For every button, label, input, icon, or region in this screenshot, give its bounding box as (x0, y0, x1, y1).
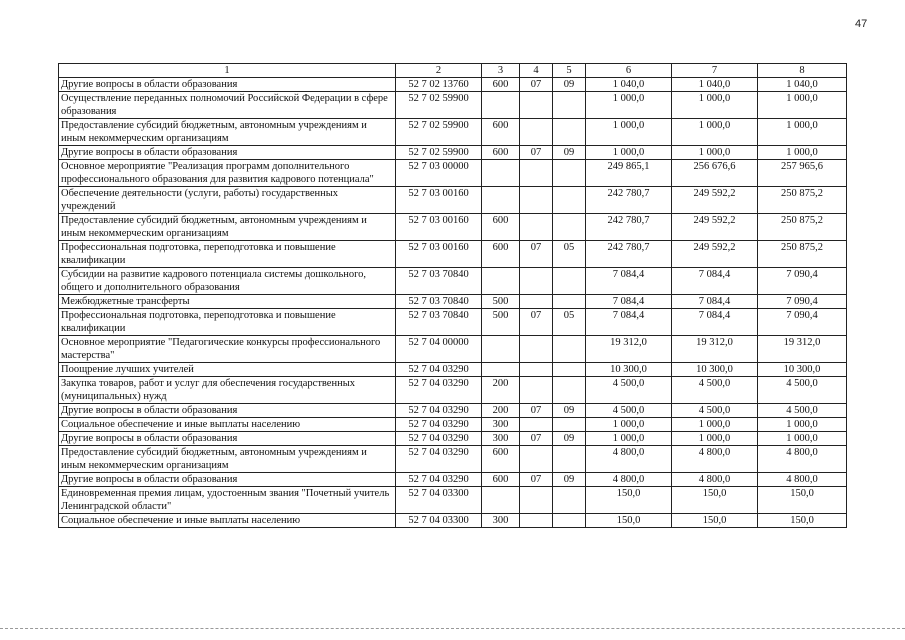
row-code-cell: 52 7 03 00160 (396, 214, 482, 241)
row-vr-cell: 200 (482, 377, 520, 404)
row-rz-cell (520, 487, 553, 514)
row-vr-cell (482, 92, 520, 119)
row-rz-cell (520, 160, 553, 187)
row-code-cell: 52 7 04 03290 (396, 418, 482, 432)
row-name-cell: Социальное обеспечение и иные выплаты населению (59, 418, 396, 432)
table-row (59, 119, 847, 146)
row-code-cell: 52 7 03 70840 (396, 268, 482, 295)
row-value-3-cell: 150,0 (758, 487, 847, 514)
table-row (59, 418, 847, 432)
row-code-cell: 52 7 04 03290 (396, 432, 482, 446)
row-pr-cell (553, 377, 586, 404)
row-name-cell: Поощрение лучших учителей (59, 363, 396, 377)
row-code-cell: 52 7 03 70840 (396, 295, 482, 309)
row-code-cell: 52 7 04 03290 (396, 473, 482, 487)
row-code-cell: 52 7 03 00160 (396, 241, 482, 268)
row-value-2-cell: 1 000,0 (672, 146, 758, 160)
row-value-2-cell: 1 000,0 (672, 432, 758, 446)
row-value-1-cell: 7 084,4 (586, 309, 672, 336)
row-code-cell: 52 7 04 03290 (396, 377, 482, 404)
row-code-cell: 52 7 03 00160 (396, 187, 482, 214)
table-row (59, 309, 847, 336)
row-code-cell: 52 7 02 59900 (396, 119, 482, 146)
row-rz-cell: 07 (520, 78, 553, 92)
row-pr-cell (553, 92, 586, 119)
row-name-cell: Предоставление субсидий бюджетным, автономным учреждениям и иным некоммерческим организациям (59, 214, 396, 241)
row-vr-cell (482, 336, 520, 363)
row-pr-cell (553, 514, 586, 528)
row-pr-cell (553, 446, 586, 473)
row-rz-cell (520, 363, 553, 377)
table-row (59, 514, 847, 528)
row-value-1-cell: 1 040,0 (586, 78, 672, 92)
row-value-2-cell: 256 676,6 (672, 160, 758, 187)
table-row (59, 404, 847, 418)
row-pr-cell: 09 (553, 432, 586, 446)
row-pr-cell (553, 295, 586, 309)
row-pr-cell: 09 (553, 473, 586, 487)
row-value-2-cell: 7 084,4 (672, 268, 758, 295)
row-rz-cell (520, 336, 553, 363)
table-row (59, 92, 847, 119)
row-name-cell: Другие вопросы в области образования (59, 432, 396, 446)
row-value-2-cell: 1 040,0 (672, 78, 758, 92)
page-bottom-rule (0, 628, 905, 629)
row-pr-cell (553, 160, 586, 187)
row-rz-cell: 07 (520, 146, 553, 160)
row-rz-cell (520, 377, 553, 404)
row-value-2-cell: 7 084,4 (672, 309, 758, 336)
row-vr-cell: 300 (482, 514, 520, 528)
row-value-2-cell: 4 500,0 (672, 377, 758, 404)
row-vr-cell (482, 160, 520, 187)
row-rz-cell (520, 514, 553, 528)
row-name-cell: Предоставление субсидий бюджетным, автономным учреждениям и иным некоммерческим организациям (59, 446, 396, 473)
row-pr-cell: 09 (553, 404, 586, 418)
table-row (59, 336, 847, 363)
table-row (59, 487, 847, 514)
row-pr-cell (553, 336, 586, 363)
table-row (59, 363, 847, 377)
row-value-2-cell: 249 592,2 (672, 241, 758, 268)
row-name-cell: Другие вопросы в области образования (59, 146, 396, 160)
page-number: 47 (855, 18, 868, 30)
row-name-cell: Другие вопросы в области образования (59, 404, 396, 418)
row-name-cell: Основное мероприятие "Педагогические конкурсы профессионального мастерства" (59, 336, 396, 363)
row-value-2-cell: 1 000,0 (672, 92, 758, 119)
row-value-1-cell: 242 780,7 (586, 241, 672, 268)
row-value-3-cell: 4 800,0 (758, 446, 847, 473)
row-value-3-cell: 10 300,0 (758, 363, 847, 377)
row-rz-cell (520, 187, 553, 214)
header-cell-5: 5 (553, 64, 586, 78)
row-value-2-cell: 249 592,2 (672, 214, 758, 241)
row-name-cell: Социальное обеспечение и иные выплаты населению (59, 514, 396, 528)
row-rz-cell (520, 268, 553, 295)
row-value-2-cell: 150,0 (672, 487, 758, 514)
row-vr-cell: 600 (482, 214, 520, 241)
row-vr-cell (482, 363, 520, 377)
budget-table (58, 63, 847, 528)
table-row (59, 295, 847, 309)
row-code-cell: 52 7 02 59900 (396, 92, 482, 119)
row-value-2-cell: 19 312,0 (672, 336, 758, 363)
row-value-2-cell: 1 000,0 (672, 119, 758, 146)
row-value-1-cell: 1 000,0 (586, 432, 672, 446)
table-row (59, 214, 847, 241)
row-name-cell: Межбюджетные трансферты (59, 295, 396, 309)
row-code-cell: 52 7 04 03290 (396, 363, 482, 377)
row-value-3-cell: 1 000,0 (758, 146, 847, 160)
row-value-3-cell: 1 040,0 (758, 78, 847, 92)
row-value-2-cell: 249 592,2 (672, 187, 758, 214)
header-cell-6: 6 (586, 64, 672, 78)
row-name-cell: Профессиональная подготовка, переподготовка и повышение квалификации (59, 309, 396, 336)
row-pr-cell (553, 487, 586, 514)
row-name-cell: Предоставление субсидий бюджетным, автономным учреждениям и иным некоммерческим организациям (59, 119, 396, 146)
table-row (59, 160, 847, 187)
row-code-cell: 52 7 03 00000 (396, 160, 482, 187)
row-value-3-cell: 7 090,4 (758, 309, 847, 336)
row-vr-cell: 500 (482, 295, 520, 309)
row-name-cell: Единовременная премия лицам, удостоенным звания "Почетный учитель Ленинградской области" (59, 487, 396, 514)
row-rz-cell (520, 418, 553, 432)
header-cell-1: 1 (59, 64, 396, 78)
row-value-1-cell: 4 800,0 (586, 473, 672, 487)
row-code-cell: 52 7 02 13760 (396, 78, 482, 92)
row-vr-cell: 600 (482, 119, 520, 146)
row-rz-cell: 07 (520, 432, 553, 446)
row-pr-cell (553, 214, 586, 241)
row-pr-cell (553, 363, 586, 377)
row-vr-cell: 600 (482, 78, 520, 92)
row-value-3-cell: 1 000,0 (758, 432, 847, 446)
row-value-3-cell: 19 312,0 (758, 336, 847, 363)
table-row (59, 241, 847, 268)
row-pr-cell: 05 (553, 241, 586, 268)
row-code-cell: 52 7 02 59900 (396, 146, 482, 160)
row-vr-cell: 600 (482, 146, 520, 160)
row-value-1-cell: 7 084,4 (586, 268, 672, 295)
row-value-1-cell: 1 000,0 (586, 92, 672, 119)
row-value-3-cell: 250 875,2 (758, 187, 847, 214)
row-value-3-cell: 4 500,0 (758, 404, 847, 418)
row-vr-cell: 200 (482, 404, 520, 418)
row-name-cell: Основное мероприятие "Реализация программ дополнительного профессионального образования для развития кадрового потенциала" (59, 160, 396, 187)
row-value-3-cell: 257 965,6 (758, 160, 847, 187)
row-rz-cell (520, 214, 553, 241)
row-name-cell: Профессиональная подготовка, переподготовка и повышение квалификации (59, 241, 396, 268)
row-value-2-cell: 4 800,0 (672, 446, 758, 473)
row-value-3-cell: 4 500,0 (758, 377, 847, 404)
row-value-1-cell: 4 500,0 (586, 377, 672, 404)
row-rz-cell: 07 (520, 473, 553, 487)
row-value-3-cell: 150,0 (758, 514, 847, 528)
row-rz-cell: 07 (520, 309, 553, 336)
row-value-1-cell: 1 000,0 (586, 146, 672, 160)
row-pr-cell (553, 119, 586, 146)
row-value-2-cell: 4 500,0 (672, 404, 758, 418)
row-name-cell: Другие вопросы в области образования (59, 473, 396, 487)
row-code-cell: 52 7 04 03300 (396, 487, 482, 514)
row-pr-cell: 05 (553, 309, 586, 336)
row-value-3-cell: 7 090,4 (758, 295, 847, 309)
table-row (59, 446, 847, 473)
row-value-3-cell: 1 000,0 (758, 92, 847, 119)
row-pr-cell (553, 268, 586, 295)
row-pr-cell: 09 (553, 146, 586, 160)
row-value-2-cell: 1 000,0 (672, 418, 758, 432)
row-vr-cell (482, 487, 520, 514)
row-vr-cell (482, 268, 520, 295)
row-name-cell: Другие вопросы в области образования (59, 78, 396, 92)
row-value-1-cell: 19 312,0 (586, 336, 672, 363)
row-value-3-cell: 7 090,4 (758, 268, 847, 295)
header-cell-4: 4 (520, 64, 553, 78)
row-value-1-cell: 7 084,4 (586, 295, 672, 309)
row-value-1-cell: 150,0 (586, 487, 672, 514)
row-value-1-cell: 242 780,7 (586, 214, 672, 241)
row-name-cell: Обеспечение деятельности (услуги, работы) государственных учреждений (59, 187, 396, 214)
row-value-1-cell: 242 780,7 (586, 187, 672, 214)
row-value-2-cell: 10 300,0 (672, 363, 758, 377)
row-value-3-cell: 4 800,0 (758, 473, 847, 487)
row-vr-cell: 600 (482, 446, 520, 473)
table-body (59, 78, 847, 528)
row-value-1-cell: 4 800,0 (586, 446, 672, 473)
table-header (59, 64, 847, 78)
table-row (59, 78, 847, 92)
header-cell-8: 8 (758, 64, 847, 78)
row-pr-cell (553, 187, 586, 214)
row-value-1-cell: 4 500,0 (586, 404, 672, 418)
header-cell-7: 7 (672, 64, 758, 78)
row-name-cell: Осуществление переданных полномочий Российской Федерации в сфере образования (59, 92, 396, 119)
row-vr-cell: 300 (482, 432, 520, 446)
row-value-3-cell: 1 000,0 (758, 119, 847, 146)
row-value-2-cell: 4 800,0 (672, 473, 758, 487)
row-rz-cell (520, 92, 553, 119)
row-vr-cell: 600 (482, 473, 520, 487)
table-row (59, 473, 847, 487)
row-value-2-cell: 7 084,4 (672, 295, 758, 309)
table-row (59, 377, 847, 404)
row-code-cell: 52 7 03 70840 (396, 309, 482, 336)
header-cell-3: 3 (482, 64, 520, 78)
row-value-1-cell: 1 000,0 (586, 119, 672, 146)
row-value-1-cell: 1 000,0 (586, 418, 672, 432)
row-code-cell: 52 7 04 03300 (396, 514, 482, 528)
row-value-3-cell: 250 875,2 (758, 241, 847, 268)
row-rz-cell: 07 (520, 404, 553, 418)
row-value-3-cell: 250 875,2 (758, 214, 847, 241)
row-rz-cell (520, 295, 553, 309)
header-row (59, 64, 847, 78)
row-rz-cell: 07 (520, 241, 553, 268)
row-value-1-cell: 10 300,0 (586, 363, 672, 377)
table-row (59, 187, 847, 214)
row-vr-cell: 300 (482, 418, 520, 432)
row-value-2-cell: 150,0 (672, 514, 758, 528)
row-pr-cell: 09 (553, 78, 586, 92)
row-name-cell: Закупка товаров, работ и услуг для обеспечения государственных (муниципальных) нужд (59, 377, 396, 404)
table-row (59, 146, 847, 160)
row-rz-cell (520, 119, 553, 146)
row-code-cell: 52 7 04 03290 (396, 446, 482, 473)
row-vr-cell: 500 (482, 309, 520, 336)
row-pr-cell (553, 418, 586, 432)
row-name-cell: Субсидии на развитие кадрового потенциала системы дошкольного, общего и дополнительного образования (59, 268, 396, 295)
table-row (59, 268, 847, 295)
row-value-1-cell: 150,0 (586, 514, 672, 528)
header-cell-2: 2 (396, 64, 482, 78)
row-value-3-cell: 1 000,0 (758, 418, 847, 432)
row-code-cell: 52 7 04 00000 (396, 336, 482, 363)
row-rz-cell (520, 446, 553, 473)
row-vr-cell: 600 (482, 241, 520, 268)
row-code-cell: 52 7 04 03290 (396, 404, 482, 418)
table-row (59, 432, 847, 446)
row-value-1-cell: 249 865,1 (586, 160, 672, 187)
row-vr-cell (482, 187, 520, 214)
